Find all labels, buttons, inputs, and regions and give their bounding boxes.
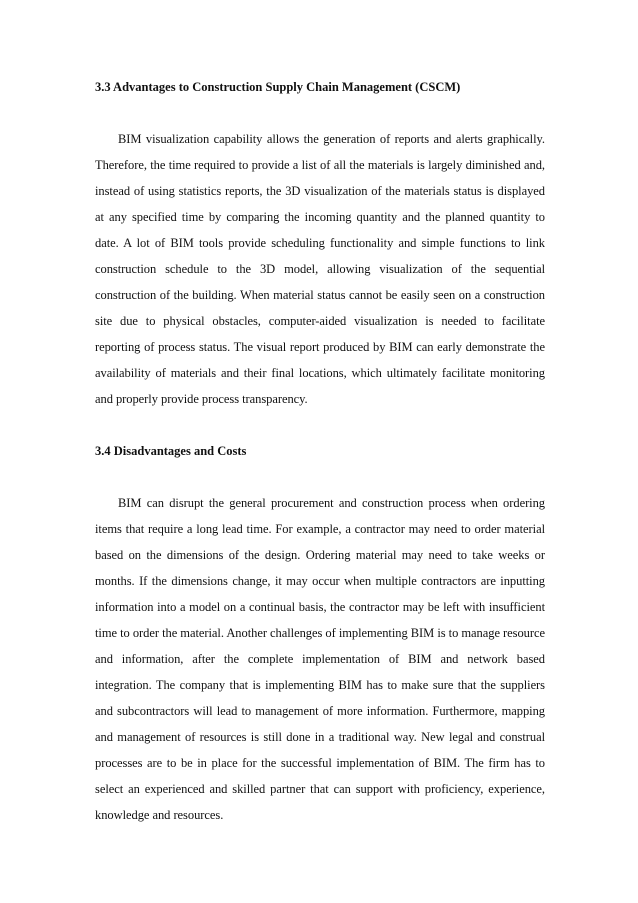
spacer (95, 100, 545, 126)
spacer (95, 412, 545, 438)
section-heading-disadvantages-costs: 3.4 Disadvantages and Costs (95, 444, 247, 458)
section-heading-cscm-advantages: 3.3 Advantages to Construction Supply Chain Management (CSCM) (95, 80, 461, 94)
spacer (95, 464, 545, 490)
section-paragraph-disadvantages-costs: BIM can disrupt the general procurement and construction process when ordering items that require a long lead time. For example, a contractor may need to order material based on the dimensions of the design. Ordering material may need to take weeks or months. If the dimensions change, it may occur when multiple contractors are inputting information into a model on a continual basis, the contractor may be left with insufficient time to order the material. Another challenges of implementing BIM is to manage resource and information, after the complete implementation of BIM and network based integration. The company that is implementing BIM has to make sure that the suppliers and subcontractors will lead to management of more information. Furthermore, mapping and management of resources is still done in a traditional way. New legal and construal processes are to be in place for the successful implementation of BIM. The firm has to select an experienced and skilled partner that can support with proficiency, experience, knowledge and resources. (95, 496, 545, 822)
document-body (95, 74, 545, 828)
section-paragraph-cscm-advantages: BIM visualization capability allows the generation of reports and alerts graphically. Therefore, the time required to provide a list of all the materials is largely diminished and, instead of using statistics reports, the 3D visualization of the materials status is displayed at any specified time by comparing the incoming quantity and the planned quantity to date. A lot of BIM tools provide scheduling functionality and simple functions to link construction schedule to the 3D model, allowing visualization of the sequential construction of the building. When material status cannot be easily seen on a construction site due to physical obstacles, computer-aided visualization is needed to facilitate reporting of process status. The visual report produced by BIM can early demonstrate the availability of materials and their final locations, which ultimately facilitate monitoring and properly provide process transparency. (95, 132, 545, 406)
